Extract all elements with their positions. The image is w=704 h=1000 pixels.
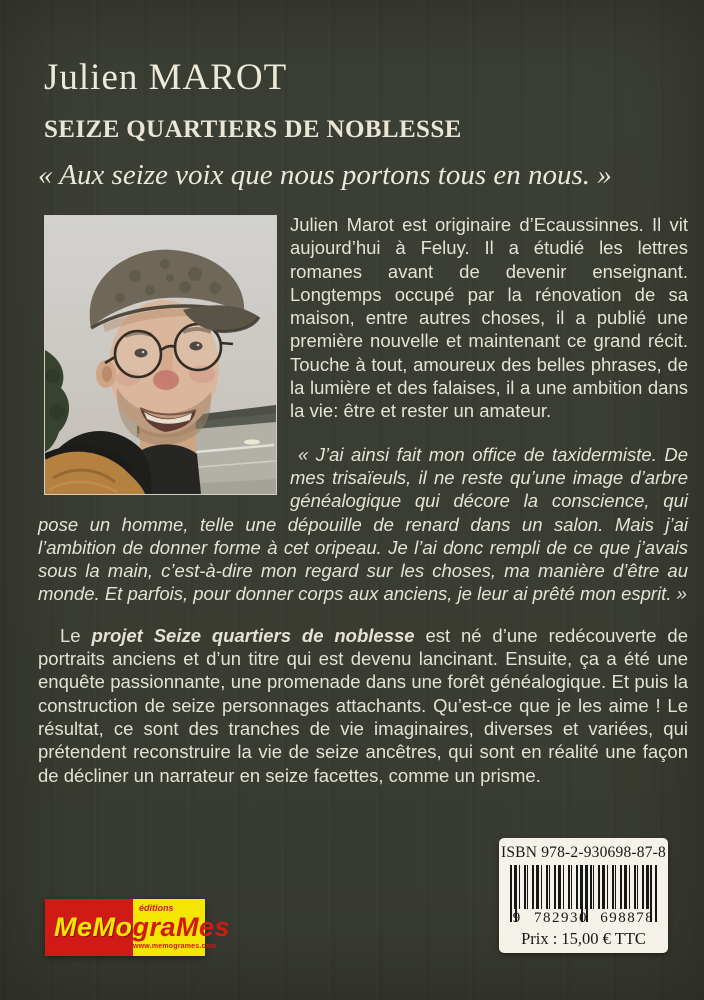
isbn-barcode-box (499, 838, 668, 953)
publisher-logo (45, 899, 231, 956)
isbn-text: ISBN 978-2-930698-87-8 (501, 844, 666, 861)
author-photo (44, 215, 277, 495)
author-portrait-illustration (45, 216, 276, 494)
project-rest: est né d’une redécouverte de portraits anciens et d’un titre qui est devenu lancinant. Ensuite, ça a été une enquête passionnante, une promenade dans une forêt généalogique. Et puis la construction de seize personnages attachants. Qu’est-ce que je les aime ! Le résultat, ce sont des tranches de vie imaginaires, diverses et variées, qui prétendent reconstruire la vie de seize ancêtres, qui sont en réalité une façon de décliner un narrateur en seize facettes, comme un prisme. (38, 624, 688, 786)
author-quote: « J’ai ainsi fait mon office de taxidermiste. De mes trisaïeuls, il ne reste qu’une image d’arbre généalogique qui décore la conscience, qui pose un homme, telle une dépouille de renard dans un salon. Mais j’ai l’ambition de donner forme à cet oripeau. Je l’ai donc rempli de ce que j’avais sous la main, c’est-à-dire mon regard sur les choses, ma manière d’être au monde. Et parfois, pour donner corps aux anciens, je leur ai prêté mon esprit. » (38, 443, 688, 605)
sun-glint (244, 439, 260, 444)
author-name: Julien MAROT (44, 57, 288, 98)
cover-tagline: « Aux seize voix que nous portons tous en nous. » (38, 159, 612, 191)
barcode-bars (510, 865, 657, 909)
price-text: Prix : 15,00 € TTC (521, 929, 646, 948)
barcode-digits: 9 782930 698878 (512, 910, 655, 926)
book-title: SEIZE QUARTIERS DE NOBLESSE (44, 116, 462, 143)
project-paragraph (38, 624, 688, 787)
project-lead: Le (60, 624, 92, 646)
back-cover-text (38, 213, 688, 787)
publisher-editions-label: éditions (139, 903, 174, 913)
publisher-name: MeMograMes (54, 912, 231, 942)
project-title-emphasis: projet Seize quartiers de noblesse (91, 624, 415, 646)
publisher-website: www.memogrames.com (133, 943, 217, 950)
author-bio: Julien Marot est originaire d’Ecaussinnes. Il vit aujourd’hui à Feluy. Il a étudié les lettres romanes avant de devenir enseignant. Longtemps occupé par la rénovation de sa maison, entre autres choses, il a publié une première nouvelle et maintenant ce grand récit. Touche à tout, amoureux des belles phrases, de la lumière et des falaises, il a une ambition dans la vie: être et rester un amateur. (290, 214, 688, 422)
